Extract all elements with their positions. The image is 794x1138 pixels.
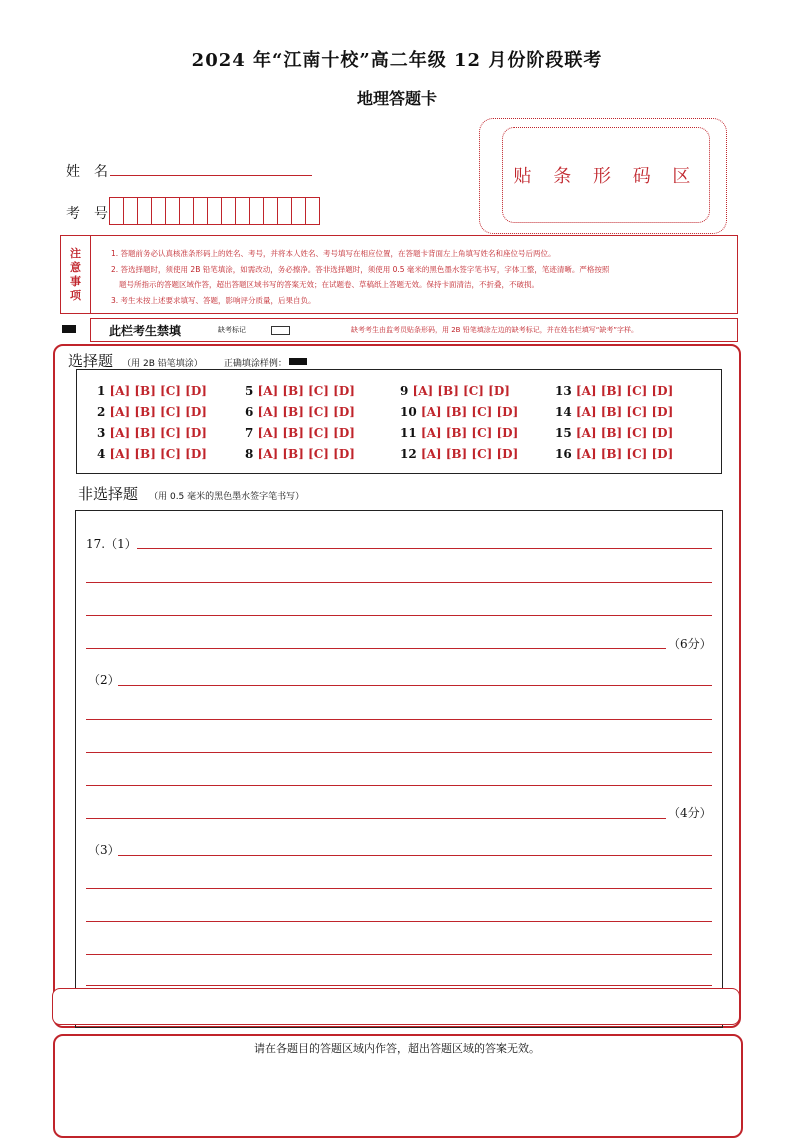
choice-number: 5 (245, 384, 258, 398)
notice-text (111, 246, 731, 308)
choice-options[interactable]: [A] [B] [C] [D] (575, 447, 674, 461)
answer-line[interactable] (86, 921, 712, 922)
notice-line: 1. 答题前务必认真核准条形码上的姓名、考号，并将本人姓名、考号填写在相应位置，在答题卡背面左上角填写姓名和座位号后两位。 (111, 249, 556, 258)
q17-part3-label: （3） (88, 843, 120, 857)
choice-heading (68, 350, 307, 371)
choice-item[interactable] (97, 447, 207, 461)
choice-number: 16 (555, 447, 576, 461)
answer-line[interactable] (86, 954, 712, 955)
choice-options[interactable]: [A] [B] [C] [D] (420, 447, 519, 461)
choice-options[interactable]: [A] [B] [C] [D] (257, 426, 355, 440)
choice-number: 12 (400, 447, 421, 461)
answer-line[interactable] (118, 855, 712, 856)
answer-line[interactable] (86, 648, 666, 649)
id-digit-box[interactable] (165, 197, 180, 225)
subject-title: 地理答题卡 (356, 89, 437, 108)
choice-number: 10 (400, 405, 421, 419)
choice-number: 2 (97, 405, 110, 419)
choice-item[interactable] (400, 405, 518, 419)
choice-number: 14 (555, 405, 576, 419)
q17-part2-label: （2） (88, 673, 120, 687)
choice-options[interactable]: [A] [B] [C] [D] (412, 384, 510, 398)
answer-line[interactable] (118, 685, 712, 686)
choice-options[interactable]: [A] [B] [C] [D] (420, 426, 519, 440)
choice-item[interactable] (245, 426, 355, 440)
staff-only-row (90, 318, 738, 342)
notice-line: 3. 考生未按上述要求填写、答题，影响评分质量，后果自负。 (111, 295, 316, 305)
id-digit-box[interactable] (291, 197, 306, 225)
choice-options[interactable]: [A] [B] [C] [D] (109, 384, 207, 398)
choice-options[interactable]: [A] [B] [C] [D] (109, 405, 207, 419)
answer-line[interactable] (86, 719, 712, 720)
choice-number: 8 (245, 447, 258, 461)
choice-item[interactable] (555, 384, 673, 398)
answer-line[interactable] (86, 785, 712, 786)
answer-line[interactable] (86, 818, 666, 819)
choice-item[interactable] (245, 447, 355, 461)
choice-options[interactable]: [A] [B] [C] [D] (109, 447, 207, 461)
id-field[interactable] (110, 197, 320, 225)
choice-number: 13 (555, 384, 576, 398)
id-digit-box[interactable] (249, 197, 264, 225)
choice-options[interactable]: [A] [B] [C] [D] (575, 405, 674, 419)
name-label: 姓 名 (66, 164, 108, 180)
id-digit-box[interactable] (179, 197, 194, 225)
score-label: （6分） (668, 637, 712, 651)
choice-item[interactable] (400, 447, 518, 461)
choice-number: 15 (555, 426, 576, 440)
answer-line[interactable] (86, 582, 712, 583)
absent-label: 缺考标记 (218, 326, 246, 334)
choice-number: 4 (97, 447, 110, 461)
choice-item[interactable] (400, 384, 510, 398)
choice-item[interactable] (245, 405, 355, 419)
answer-line[interactable] (86, 752, 712, 753)
choice-item[interactable] (400, 426, 518, 440)
absent-note: 缺考考生由监考员贴条形码，用 2B 铅笔填涂左边的缺考标记，并在姓名栏填写“缺考”字样。 (351, 326, 638, 334)
choice-options[interactable]: [A] [B] [C] [D] (420, 405, 519, 419)
answer-line[interactable] (86, 615, 712, 616)
choice-options[interactable]: [A] [B] [C] [D] (257, 384, 355, 398)
staff-only-title: 此栏考生禁填 (109, 324, 182, 338)
answer-line[interactable] (86, 985, 712, 986)
sample-filled-mark (289, 358, 307, 365)
barcode-area (502, 127, 710, 223)
choice-options[interactable]: [A] [B] [C] [D] (575, 426, 674, 440)
id-digit-box[interactable] (109, 197, 124, 225)
answer-line[interactable] (86, 888, 712, 889)
q17-label: 17.（1） (86, 537, 137, 551)
sample-label: 正确填涂样例： (223, 359, 287, 369)
id-digit-box[interactable] (221, 197, 236, 225)
id-digit-box[interactable] (137, 197, 152, 225)
exam-title: 2024 年“江南十校”高二年级 12 月份阶段联考 (191, 50, 603, 71)
notice-heading: 注 意 事 项 (61, 236, 91, 313)
choice-item[interactable] (245, 384, 355, 398)
choice-number: 6 (245, 405, 258, 419)
choice-item[interactable] (97, 384, 207, 398)
answer-line[interactable] (137, 548, 712, 549)
absent-mark-black (62, 325, 76, 333)
id-digit-box[interactable] (277, 197, 292, 225)
name-field[interactable] (110, 175, 312, 176)
id-digit-box[interactable] (305, 197, 320, 225)
id-label: 考 号 (66, 206, 108, 222)
choice-number: 7 (245, 426, 258, 440)
notice-line: 2. 答选择题时，须使用 2B 铅笔填涂，如需改动，务必擦净。答非选择题时，须使用 0.5 毫米的黑色墨水签字笔书写，字体工整，笔迹清晰。严格按照 (111, 264, 610, 274)
choice-number: 1 (97, 384, 110, 398)
id-digit-box[interactable] (151, 197, 166, 225)
choice-title: 选择题 (68, 352, 114, 370)
barcode-label: 贴 条 形 码 区 (513, 166, 699, 187)
score-label: （4分） (668, 806, 712, 820)
choice-item[interactable] (97, 426, 207, 440)
id-digit-box[interactable] (193, 197, 208, 225)
choice-number: 11 (400, 426, 421, 440)
choice-options[interactable]: [A] [B] [C] [D] (109, 426, 207, 440)
notice-line: 题号所指示的答题区域作答，超出答题区域书写的答案无效；在试题卷、草稿纸上答题无效。保持卡面清洁，不折叠，不破损。 (119, 280, 539, 289)
choice-options[interactable]: [A] [B] [C] [D] (575, 384, 674, 398)
notice-box (60, 235, 738, 314)
nonchoice-hint: （用 0.5 毫米的黑色墨水签字笔书写） (149, 492, 305, 502)
choice-options[interactable]: [A] [B] [C] [D] (257, 405, 355, 419)
id-digit-box[interactable] (235, 197, 250, 225)
choice-item[interactable] (555, 426, 673, 440)
nonchoice-title: 非选择题 (78, 485, 139, 503)
id-digit-box[interactable] (207, 197, 222, 225)
choice-options[interactable]: [A] [B] [C] [D] (257, 447, 355, 461)
answer-area (75, 510, 723, 1028)
id-digit-box[interactable] (123, 197, 138, 225)
choice-hint: （用 2B 铅笔填涂） (122, 359, 203, 369)
absent-checkbox[interactable] (271, 326, 290, 335)
choice-item[interactable] (555, 405, 673, 419)
choice-item[interactable] (555, 447, 673, 461)
choice-number: 9 (400, 384, 413, 398)
id-digit-box[interactable] (263, 197, 278, 225)
page-break-band (52, 988, 740, 1025)
footer-note: 请在各题目的答题区域内作答，超出答题区域的答案无效。 (254, 1042, 540, 1055)
nonchoice-heading (78, 483, 304, 504)
choice-number: 3 (97, 426, 110, 440)
choice-item[interactable] (97, 405, 207, 419)
